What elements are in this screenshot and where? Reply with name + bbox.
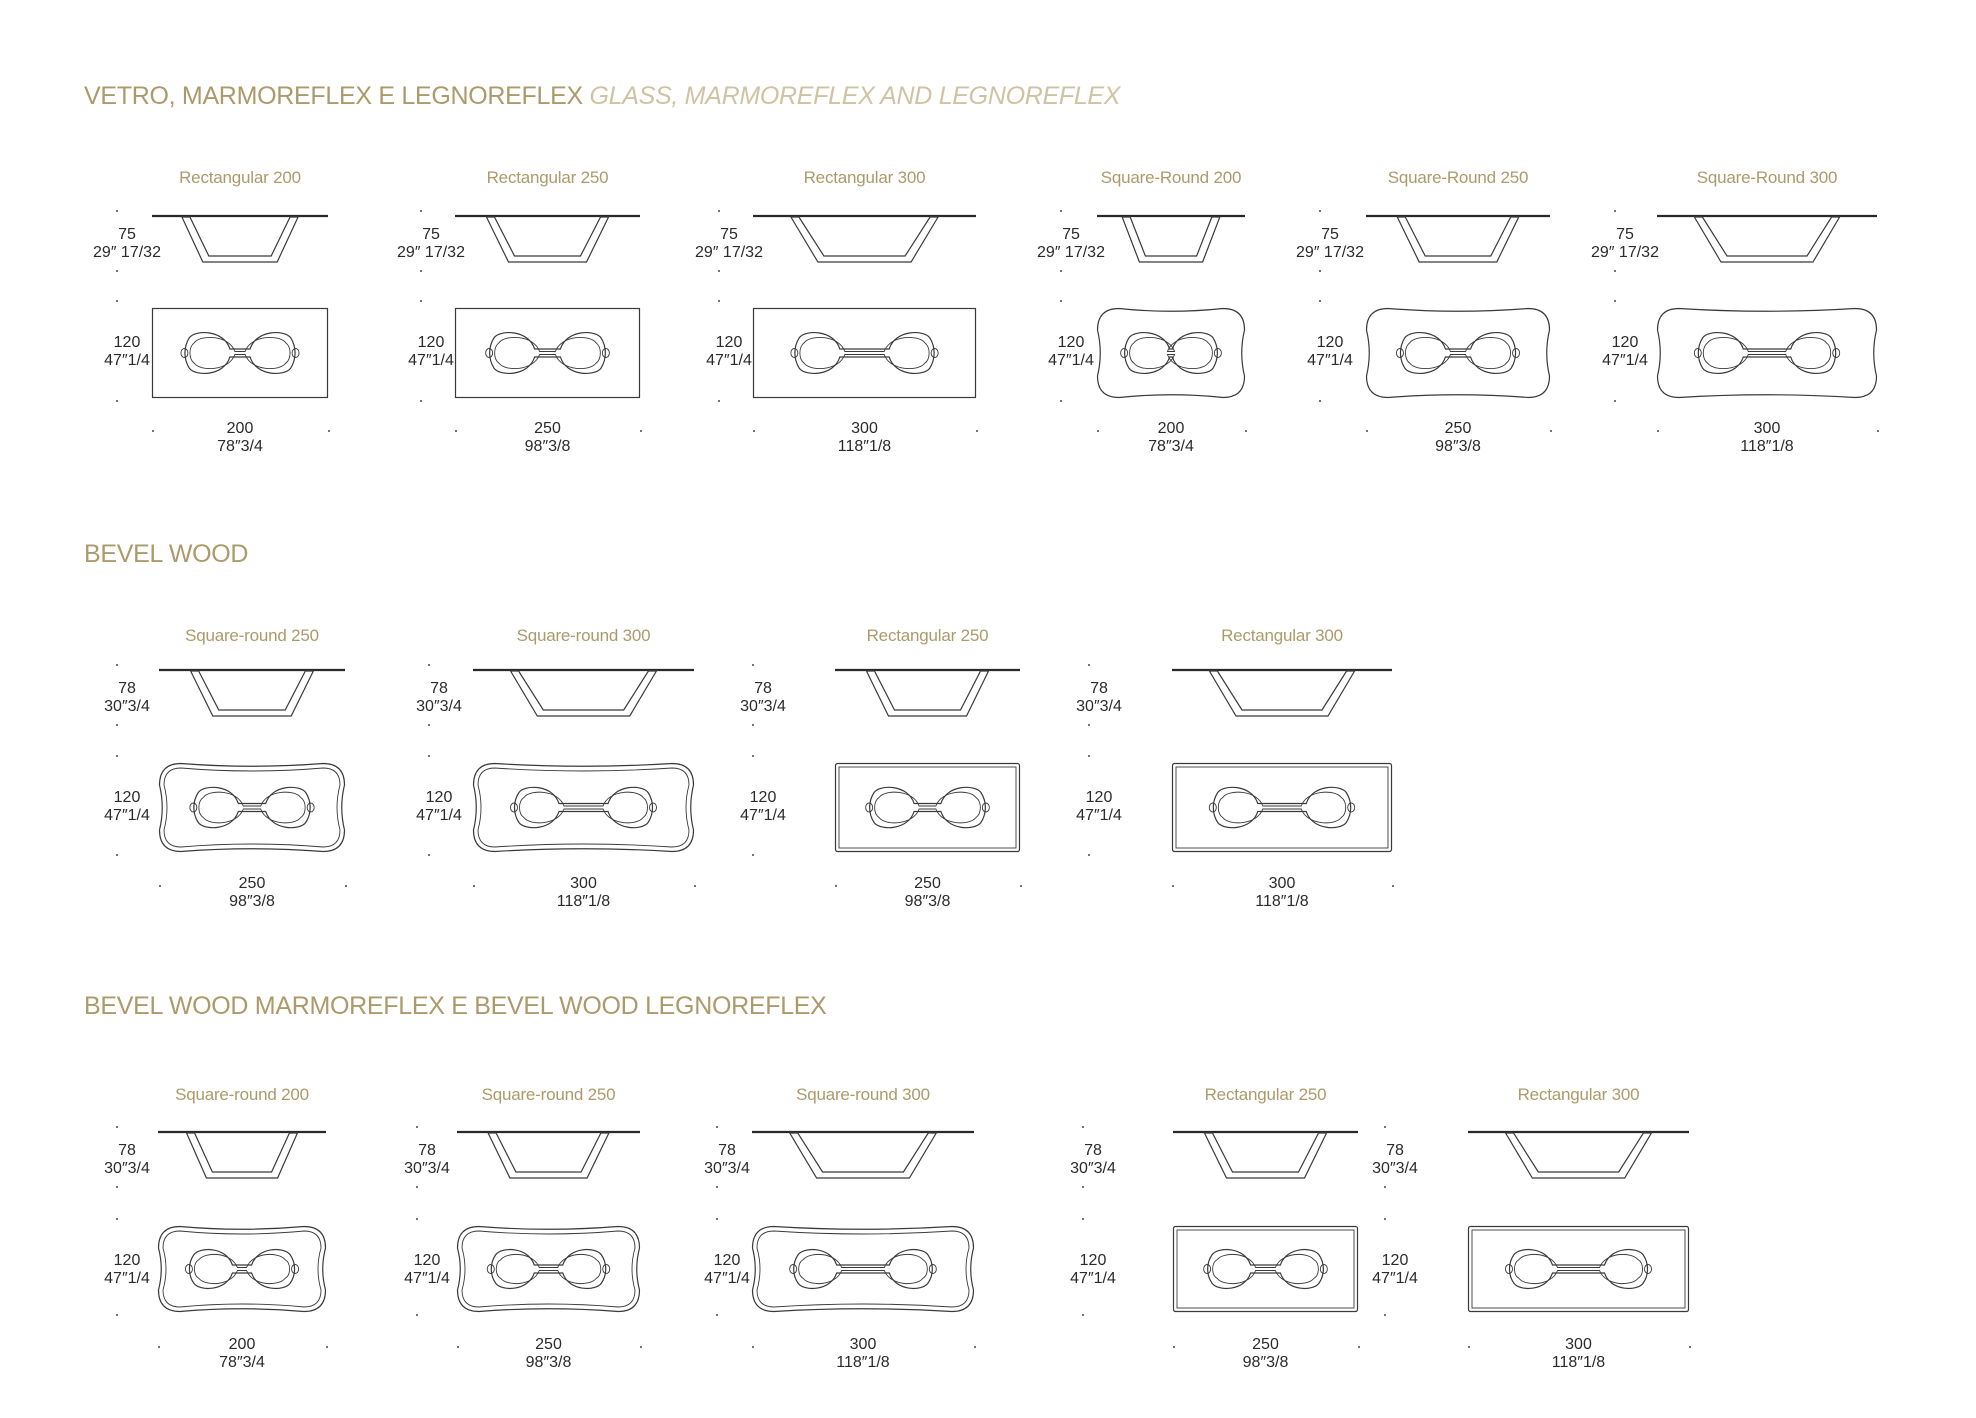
dimension-tick <box>1060 400 1062 402</box>
width-cm: 200 <box>228 1336 256 1353</box>
dimension-tick <box>1319 300 1321 302</box>
dimension-tick <box>1245 430 1247 432</box>
height-cm: 78 <box>1090 680 1108 697</box>
item-title: Square-Round 300 <box>1696 168 1838 187</box>
depth-in: 47″1/4 <box>104 1270 150 1287</box>
table-elevation <box>747 1122 979 1186</box>
dimension-tick <box>1366 430 1368 432</box>
section-title-main: BEVEL WOOD <box>84 540 249 568</box>
depth-cm: 120 <box>113 334 141 351</box>
item-title: Rectangular 300 <box>1221 626 1343 645</box>
width-cm: 200 <box>226 420 254 437</box>
dimension-tick <box>1384 1186 1386 1188</box>
dimension-tick <box>326 1346 328 1348</box>
dimension-tick <box>116 1314 118 1316</box>
dimension-tick <box>116 755 118 757</box>
table-plan <box>752 1226 974 1312</box>
item-title: Square-round 200 <box>175 1085 309 1104</box>
depth-cm: 120 <box>1381 1252 1409 1269</box>
width-cm: 250 <box>914 875 941 892</box>
dimension-tick <box>716 1126 718 1128</box>
table-elevation <box>1463 1122 1694 1186</box>
dimension-tick <box>1550 430 1552 432</box>
table-elevation <box>147 206 333 270</box>
height-in: 29″ 17/32 <box>1037 244 1105 261</box>
dimension-tick <box>1689 1346 1691 1348</box>
dimension-tick <box>835 885 837 887</box>
depth-cm: 120 <box>425 789 453 806</box>
width-in: 118″1/8 <box>1551 1354 1606 1371</box>
table-elevation <box>452 1122 645 1186</box>
item-title: Square-round 300 <box>516 626 651 645</box>
item-title: Rectangular 250 <box>1204 1085 1327 1104</box>
dimension-tick <box>416 1218 418 1220</box>
depth-in: 47″1/4 <box>1048 352 1094 369</box>
dimension-tick <box>345 885 347 887</box>
section-title-translation: GLASS, MARMOREFLEX AND LEGNOREFLEX <box>589 82 1121 110</box>
dimension-tick <box>1173 1346 1175 1348</box>
dimension-tick <box>1088 664 1090 666</box>
depth-cm: 120 <box>413 1252 441 1269</box>
dimension-tick <box>420 300 422 302</box>
depth-cm: 120 <box>713 1252 741 1269</box>
depth-in: 47″1/4 <box>1602 352 1648 369</box>
dimension-tick <box>1060 300 1062 302</box>
table-plan <box>1097 308 1245 398</box>
table-elevation <box>1361 206 1555 270</box>
dimension-tick <box>718 210 720 212</box>
dimension-tick <box>116 1186 118 1188</box>
dimension-tick <box>974 1346 976 1348</box>
dimension-tick <box>1657 430 1659 432</box>
dimension-tick <box>1088 755 1090 757</box>
table-plan <box>457 1226 640 1312</box>
height-cm: 75 <box>720 226 738 243</box>
height-cm: 78 <box>118 1142 136 1159</box>
width-cm: 250 <box>535 1336 562 1353</box>
table-plan <box>158 1226 326 1312</box>
width-in: 118″1/8 <box>1740 438 1794 455</box>
width-in: 98″3/8 <box>904 893 951 910</box>
height-in: 30″3/4 <box>416 698 462 715</box>
width-cm: 300 <box>1268 875 1296 892</box>
depth-in: 47″1/4 <box>704 1270 750 1287</box>
height-in: 29″ 17/32 <box>695 244 763 261</box>
dimension-tick <box>428 724 430 726</box>
dimension-tick <box>752 755 754 757</box>
dimension-tick <box>1082 1186 1084 1188</box>
dimension-tick <box>455 430 457 432</box>
table-elevation <box>468 660 699 724</box>
dimension-tick <box>1088 724 1090 726</box>
dimension-tick <box>457 1346 459 1348</box>
dimension-tick <box>428 854 430 856</box>
height-cm: 75 <box>422 226 440 243</box>
width-in: 98″3/8 <box>229 893 275 910</box>
table-plan <box>753 308 976 398</box>
height-in: 30″3/4 <box>1076 698 1122 715</box>
table-elevation <box>1652 206 1882 270</box>
height-in: 29″ 17/32 <box>93 244 161 261</box>
depth-in: 47″1/4 <box>740 807 786 824</box>
dimension-tick <box>752 724 754 726</box>
height-in: 30″3/4 <box>104 698 150 715</box>
height-cm: 75 <box>1616 226 1634 243</box>
height-cm: 78 <box>718 1142 736 1159</box>
item-title: Rectangular 250 <box>486 168 609 187</box>
height-in: 30″3/4 <box>704 1160 750 1177</box>
height-cm: 78 <box>754 680 772 697</box>
dimension-tick <box>428 664 430 666</box>
section-title-bevel-wood-reflex <box>84 992 827 1021</box>
dimension-tick <box>1020 885 1022 887</box>
dimension-tick <box>116 854 118 856</box>
width-in: 98″3/8 <box>524 438 571 455</box>
dimension-tick <box>1060 270 1062 272</box>
dimension-tick <box>1172 885 1174 887</box>
dimension-tick <box>116 270 118 272</box>
item-title: Square-round 250 <box>185 626 319 645</box>
item-title: Rectangular 300 <box>803 168 926 187</box>
depth-in: 47″1/4 <box>706 352 752 369</box>
dimension-tick <box>752 854 754 856</box>
width-in: 118″1/8 <box>836 1354 890 1371</box>
height-in: 29″ 17/32 <box>397 244 465 261</box>
item-title: Square-Round 200 <box>1100 168 1242 187</box>
dimension-tick <box>1060 210 1062 212</box>
dimension-tick <box>420 400 422 402</box>
dimension-tick <box>718 270 720 272</box>
height-cm: 78 <box>1084 1142 1102 1159</box>
width-in: 118″1/8 <box>837 438 892 455</box>
height-in: 30″3/4 <box>104 1160 150 1177</box>
dimension-tick <box>1384 1126 1386 1128</box>
width-cm: 250 <box>1444 420 1472 437</box>
dimension-tick <box>1384 1218 1386 1220</box>
width-in: 98″3/8 <box>1435 438 1481 455</box>
table-plan <box>152 308 328 398</box>
dimension-tick <box>416 1126 418 1128</box>
dimension-tick <box>718 300 720 302</box>
depth-in: 47″1/4 <box>1372 1270 1418 1287</box>
width-in: 118″1/8 <box>556 893 611 910</box>
depth-in: 47″1/4 <box>1076 807 1122 824</box>
height-cm: 78 <box>430 680 448 697</box>
dimension-tick <box>1614 210 1616 212</box>
dimension-tick <box>158 1346 160 1348</box>
dimension-tick <box>640 1346 642 1348</box>
dimension-tick <box>116 210 118 212</box>
dimension-tick <box>1319 400 1321 402</box>
dimension-tick <box>716 1218 718 1220</box>
dimension-tick <box>718 400 720 402</box>
dimension-tick <box>1384 1314 1386 1316</box>
table-elevation <box>153 1122 331 1186</box>
width-cm: 300 <box>570 875 597 892</box>
dimension-tick <box>116 724 118 726</box>
dimension-tick <box>116 400 118 402</box>
width-cm: 300 <box>849 1336 877 1353</box>
item-title: Rectangular 250 <box>866 626 989 645</box>
dimension-tick <box>1097 430 1099 432</box>
depth-cm: 120 <box>1085 789 1113 806</box>
height-in: 30″3/4 <box>1372 1160 1418 1177</box>
height-in: 30″3/4 <box>1070 1160 1116 1177</box>
dimension-tick <box>1614 270 1616 272</box>
height-cm: 78 <box>1386 1142 1404 1159</box>
height-in: 29″ 17/32 <box>1296 244 1364 261</box>
table-plan <box>455 308 640 398</box>
dimension-tick <box>1614 300 1616 302</box>
depth-in: 47″1/4 <box>104 352 150 369</box>
dimension-tick <box>116 1126 118 1128</box>
depth-in: 47″1/4 <box>1070 1270 1116 1287</box>
dimension-tick <box>716 1186 718 1188</box>
table-plan <box>1172 763 1392 852</box>
table-plan <box>1468 1226 1689 1312</box>
dimension-tick <box>116 300 118 302</box>
dimension-tick <box>1082 1126 1084 1128</box>
table-elevation <box>748 206 981 270</box>
section-title-main: VETRO, MARMOREFLEX E LEGNOREFLEX <box>84 82 583 110</box>
depth-in: 47″1/4 <box>104 807 150 824</box>
height-cm: 78 <box>418 1142 436 1159</box>
dimension-tick <box>420 210 422 212</box>
height-cm: 75 <box>1062 226 1080 243</box>
item-title: Square-Round 250 <box>1387 168 1529 187</box>
dimension-tick <box>1082 1314 1084 1316</box>
dimension-tick <box>1358 1346 1360 1348</box>
dimension-tick <box>694 885 696 887</box>
height-in: 30″3/4 <box>404 1160 450 1177</box>
table-elevation <box>1092 206 1250 270</box>
table-elevation <box>1168 1122 1363 1186</box>
table-elevation <box>830 660 1025 724</box>
dimension-tick <box>976 430 978 432</box>
width-in: 78″3/4 <box>217 438 263 455</box>
dimension-tick <box>1088 854 1090 856</box>
depth-cm: 120 <box>113 1252 141 1269</box>
depth-in: 47″1/4 <box>416 807 462 824</box>
depth-cm: 120 <box>749 789 777 806</box>
depth-cm: 120 <box>417 334 445 351</box>
depth-cm: 120 <box>715 334 743 351</box>
dimension-tick <box>640 430 642 432</box>
dimension-tick <box>1614 400 1616 402</box>
depth-cm: 120 <box>1611 334 1639 351</box>
depth-in: 47″1/4 <box>408 352 454 369</box>
table-plan <box>159 763 345 852</box>
dimension-tick <box>328 430 330 432</box>
dimension-tick <box>1319 210 1321 212</box>
depth-cm: 120 <box>113 789 141 806</box>
width-in: 98″3/8 <box>525 1354 572 1371</box>
width-cm: 300 <box>1565 1336 1592 1353</box>
width-cm: 250 <box>534 420 561 437</box>
dimension-tick <box>1082 1218 1084 1220</box>
dimension-tick <box>752 1346 754 1348</box>
dimension-tick <box>116 1218 118 1220</box>
dimension-tick <box>116 664 118 666</box>
height-cm: 75 <box>118 226 136 243</box>
dimension-tick <box>416 1314 418 1316</box>
section-title-main: BEVEL WOOD MARMOREFLEX E BEVEL WOOD LEGNOREFLEX <box>84 992 827 1020</box>
depth-cm: 120 <box>1316 334 1344 351</box>
table-plan <box>835 763 1020 852</box>
width-cm: 200 <box>1157 420 1185 437</box>
dimension-tick <box>420 270 422 272</box>
dimension-tick <box>1877 430 1879 432</box>
depth-in: 47″1/4 <box>1307 352 1353 369</box>
item-title: Rectangular 200 <box>179 168 301 187</box>
width-cm: 250 <box>238 875 266 892</box>
depth-in: 47″1/4 <box>404 1270 450 1287</box>
dimension-tick <box>159 885 161 887</box>
width-cm: 300 <box>851 420 878 437</box>
width-in: 78″3/4 <box>1148 438 1194 455</box>
dimension-tick <box>416 1186 418 1188</box>
width-cm: 250 <box>1252 1336 1279 1353</box>
width-in: 118″1/8 <box>1255 893 1309 910</box>
table-plan <box>1173 1226 1358 1312</box>
dimension-tick <box>1319 270 1321 272</box>
width-in: 98″3/8 <box>1242 1354 1289 1371</box>
table-elevation <box>1167 660 1397 724</box>
table-plan <box>1657 308 1877 398</box>
dimension-tick <box>752 664 754 666</box>
table-plan <box>473 763 694 852</box>
width-in: 78″3/4 <box>219 1354 265 1371</box>
dimension-tick <box>1392 885 1394 887</box>
dimension-tick <box>1468 1346 1470 1348</box>
depth-cm: 120 <box>1057 334 1085 351</box>
table-elevation <box>154 660 350 724</box>
dimension-tick <box>473 885 475 887</box>
item-title: Square-round 300 <box>796 1085 930 1104</box>
width-cm: 300 <box>1753 420 1781 437</box>
table-plan <box>1366 308 1550 398</box>
height-cm: 78 <box>118 680 136 697</box>
section-title-glass <box>84 82 1120 111</box>
height-in: 30″3/4 <box>740 698 786 715</box>
item-title: Rectangular 300 <box>1517 1085 1640 1104</box>
dimension-tick <box>716 1314 718 1316</box>
height-cm: 75 <box>1321 226 1339 243</box>
depth-cm: 120 <box>1079 1252 1107 1269</box>
table-elevation <box>450 206 645 270</box>
height-in: 29″ 17/32 <box>1591 244 1659 261</box>
item-title: Square-round 250 <box>481 1085 616 1104</box>
section-title-bevel-wood <box>84 540 248 569</box>
dimension-tick <box>428 755 430 757</box>
dimension-tick <box>753 430 755 432</box>
dimension-tick <box>152 430 154 432</box>
